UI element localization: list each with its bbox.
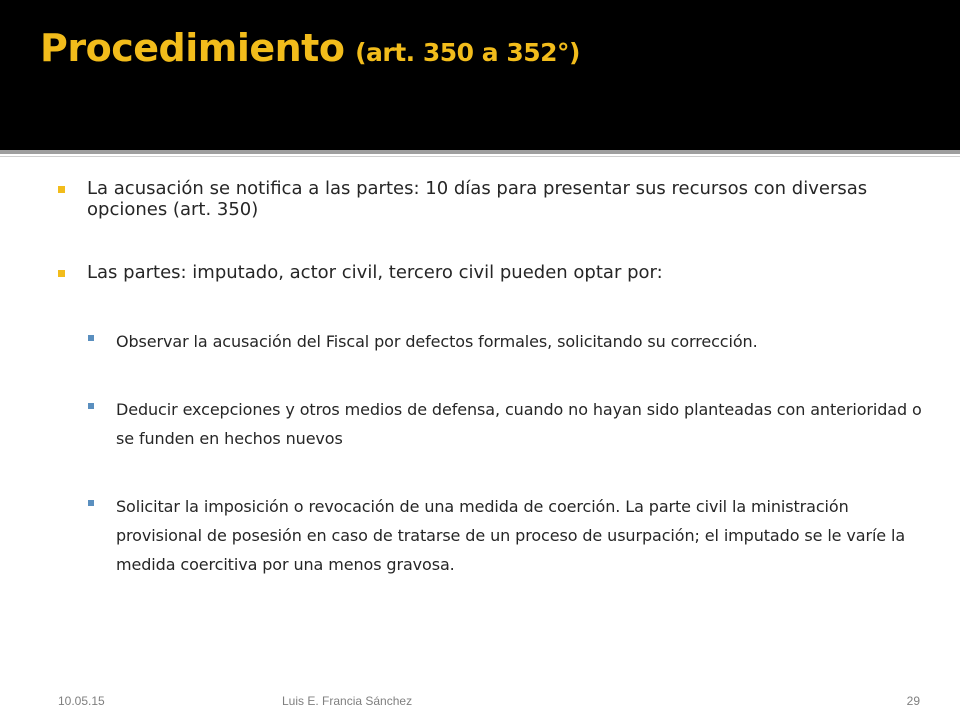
square-bullet-icon xyxy=(88,500,94,506)
square-bullet-icon xyxy=(58,270,65,277)
slide-title-main: Procedimiento xyxy=(40,26,345,70)
footer-date: 10.05.15 xyxy=(58,694,105,708)
slide-title xyxy=(40,26,580,70)
sub-bullet-item xyxy=(88,395,928,453)
title-divider xyxy=(0,150,960,154)
square-bullet-icon xyxy=(58,186,65,193)
square-bullet-icon xyxy=(88,335,94,341)
bullet-item xyxy=(58,178,918,220)
slide-title-subtitle: (art. 350 a 352°) xyxy=(355,38,580,67)
bullet-item xyxy=(58,262,918,283)
bullet-text: La acusación se notifica a las partes: 10 días para presentar sus recursos con diversas opciones (art. 350) xyxy=(87,178,868,220)
square-bullet-icon xyxy=(88,403,94,409)
title-bar xyxy=(0,0,960,150)
title-divider-thin xyxy=(0,156,960,157)
sub-bullet-item xyxy=(88,492,928,579)
page-number: 29 xyxy=(906,694,920,708)
sub-bullet-text: Solicitar la imposición o revocación de una medida de coerción. La parte civil la ministración provisional de posesión en caso de tratarse de un proceso de usurpación; el imputado se le varíe la medida coercitiva por una menos gravosa. xyxy=(116,497,906,574)
bullet-text: Las partes: imputado, actor civil, tercero civil pueden optar por: xyxy=(87,262,663,283)
sub-bullet-item xyxy=(88,327,928,356)
footer-author: Luis E. Francia Sánchez xyxy=(282,694,413,708)
sub-bullet-text: Deducir excepciones y otros medios de defensa, cuando no hayan sido planteadas con anterioridad o se funden en hechos nuevos xyxy=(116,400,922,448)
sub-bullet-text: Observar la acusación del Fiscal por defectos formales, solicitando su corrección. xyxy=(116,332,758,351)
